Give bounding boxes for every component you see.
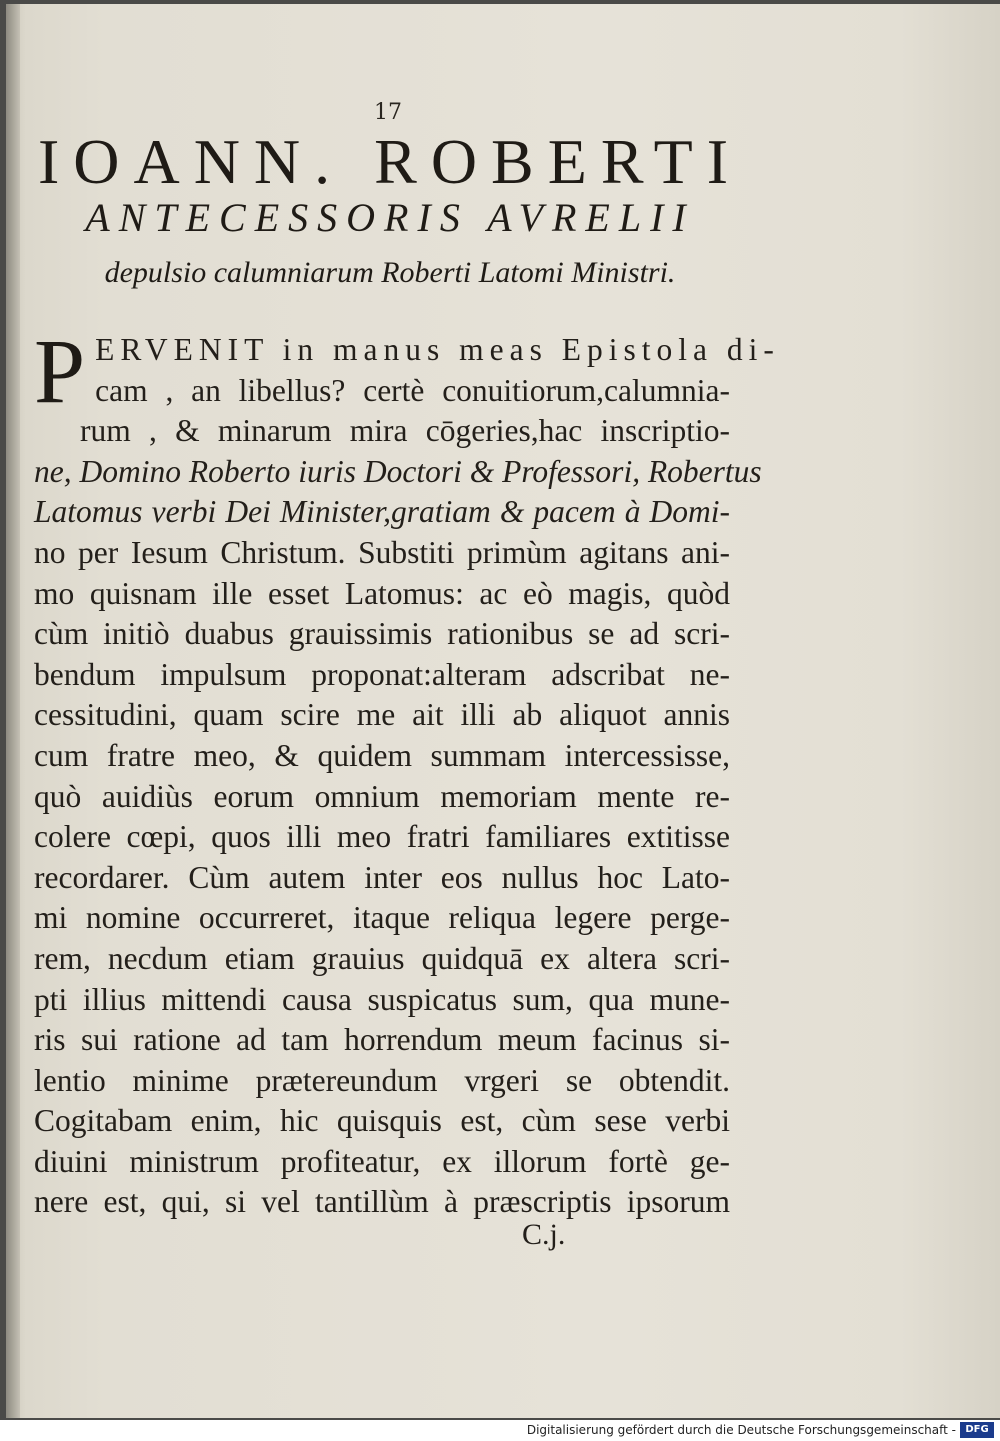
page-number: 17 [374,100,402,125]
drop-cap: P [34,320,86,422]
text-line: cum fratre meo, & quidem summam intercessisse, [34,737,730,773]
title-line-2: ANTECESSORIS AVRELII [85,195,695,240]
text-line: ne, Domino Roberto iuris Doctori & Professori, Robertus [34,453,762,489]
text-line: Cogitabam enim, hic quisquis est, cùm sese verbi [34,1103,730,1139]
dfg-logo: DFG [960,1422,994,1438]
text-line: pti illius mittendi causa suspicatus sum, qua mune- [34,981,730,1017]
text-line: cùm initiò duabus grauissimis rationibus se ad scri- [34,616,730,652]
text-line: nere est, qui, si vel tantillùm à præscriptis ipsorum [34,1184,730,1220]
text-line: bendum impulsum proponat:alteram adscribat ne- [34,656,730,692]
text-line: cessitudini, quam scire me ait illi ab aliquot annis [34,697,730,733]
page-edge [6,4,20,1418]
signature-mark: C.j. [522,1218,566,1251]
text-line: diuini ministrum profiteatur, ex illorum fortè ge- [34,1143,730,1179]
text-line: Latomus verbi Dei Minister,gratiam & pacem à Domi- [34,494,730,530]
text-line: quò auidiùs eorum omnium memoriam mente re- [34,778,730,814]
body-text [34,320,780,1223]
title-line-1: IOANN. ROBERTI [37,126,743,197]
text-line: mi nomine occurreret, itaque reliqua legere perge- [34,900,730,936]
text-line: mo quisnam ille esset Latomus: ac eò magis, quòd [34,575,730,611]
text-line: ris sui ratione ad tam horrendum meum facinus si- [34,1022,730,1058]
title-line-3: depulsio calumniarum Roberti Latomi Ministri. [104,256,676,289]
text-line: recordarer. Cùm autem inter eos nullus hoc Lato- [34,859,730,895]
footer-bar [0,1420,1000,1441]
footer-credit: Digitalisierung gefördert durch die Deutsche Forschungsgemeinschaft - [526,1423,956,1437]
text-line: rem, necdum etiam grauius quidquā ex altera scri- [34,940,730,976]
text-line: cam , an libellus? certè conuitiorum,calumnia- [95,372,730,408]
text-line: lentio minime prætereundum vrgeri se obtendit. [34,1062,730,1098]
text-line: rum , & minarum mira cōgeries,hac inscriptio- [80,413,730,449]
text-line: colere cœpi, quos illi meo fratri familiares extitisse [34,819,730,855]
text-line: ERVENIT in manus meas Epistola di- [95,332,780,367]
text-line: no per Iesum Christum. Substiti primùm agitans ani- [34,534,730,570]
